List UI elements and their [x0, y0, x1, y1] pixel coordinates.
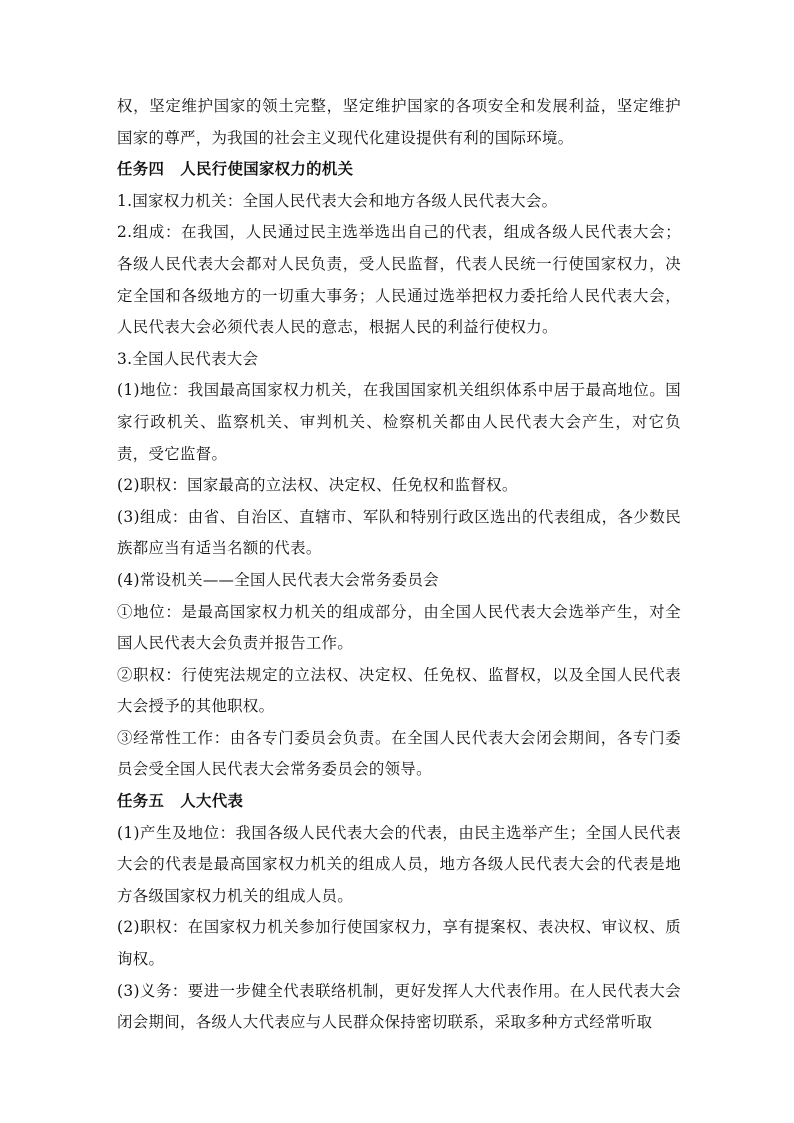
paragraph-position: (1)地位：我国最高国家权力机关，在我国国家机关组织体系中居于最高地位。国家行政机关、监察机关、审判机关、检察机关都由人民代表大会产生，对它负责，受它监督。 — [117, 381, 681, 463]
paragraph-item-2: 2.组成：在我国，人民通过民主选举选出自己的代表，组成各级人民代表大会；各级人民代表大会都对人民负责，受人民监督，代表人民统一行使国家权力，决定全国和各级地方的一切重大事务；人民通过选举把权力委托给人民代表大会，人民代表大会必须代表人民的意志，根据人民的利益行使权力。 — [117, 223, 681, 337]
paragraph-standing-position: ①地位：是最高国家权力机关的组成部分，由全国人民代表大会选举产生，对全国人民代表大会负责并报告工作。 — [117, 602, 681, 653]
paragraph-item-1: 1.国家权力机关：全国人民代表大会和地方各级人民代表大会。 — [117, 191, 558, 210]
task-label: 任务四 — [117, 160, 165, 179]
paragraph-continuation: 权，坚定维护国家的领土完整，坚定维护国家的各项安全和发展利益，坚定维护国家的尊严，为我国的社会主义现代化建设提供有利的国际环境。 — [117, 97, 681, 147]
paragraph-deputy-powers: (2)职权：在国家权力机关参加行使国家权力，享有提案权、表决权、审议权、质询权。 — [117, 918, 681, 969]
paragraph-deputy-origin: (1)产生及地位：我国各级人民代表大会的代表，由民主选举产生；全国人民代表大会的代表是最高国家权力机关的组成人员，地方各级人民代表大会的代表是地方各级国家权力机关的组成人员。 — [117, 823, 681, 905]
paragraph-item-3: 3.全国人民代表大会 — [117, 349, 259, 368]
task-title: 人大代表 — [180, 792, 244, 811]
paragraph-standing-work: ③经常性工作：由各专门委员会负责。在全国人民代表大会闭会期间，各专门委员会受全国人民代表大会常务委员会的领导。 — [117, 728, 681, 779]
paragraph-standing-body: (4)常设机关——全国人民代表大会常务委员会 — [117, 570, 439, 589]
document-page — [117, 91, 681, 1039]
paragraph-deputy-duties: (3)义务：要进一步健全代表联络机制，更好发挥人大代表作用。在人民代表大会闭会期间，各级人大代表应与人民群众保持密切联系，采取多种方式经常听取 — [117, 981, 681, 1032]
paragraph-standing-powers: ②职权：行使宪法规定的立法权、决定权、任免权、监督权，以及全国人民代表大会授予的其他职权。 — [117, 665, 681, 716]
section-heading-task4 — [117, 154, 681, 186]
task-label: 任务五 — [117, 792, 165, 811]
paragraph-powers: (2)职权：国家最高的立法权、决定权、任免权和监督权。 — [117, 476, 518, 495]
paragraph-composition: (3)组成：由省、自治区、直辖市、军队和特别行政区选出的代表组成，各少数民族都应当有适当名额的代表。 — [117, 507, 681, 558]
section-heading-task5 — [117, 786, 681, 818]
task-title: 人民行使国家权力的机关 — [180, 160, 354, 179]
